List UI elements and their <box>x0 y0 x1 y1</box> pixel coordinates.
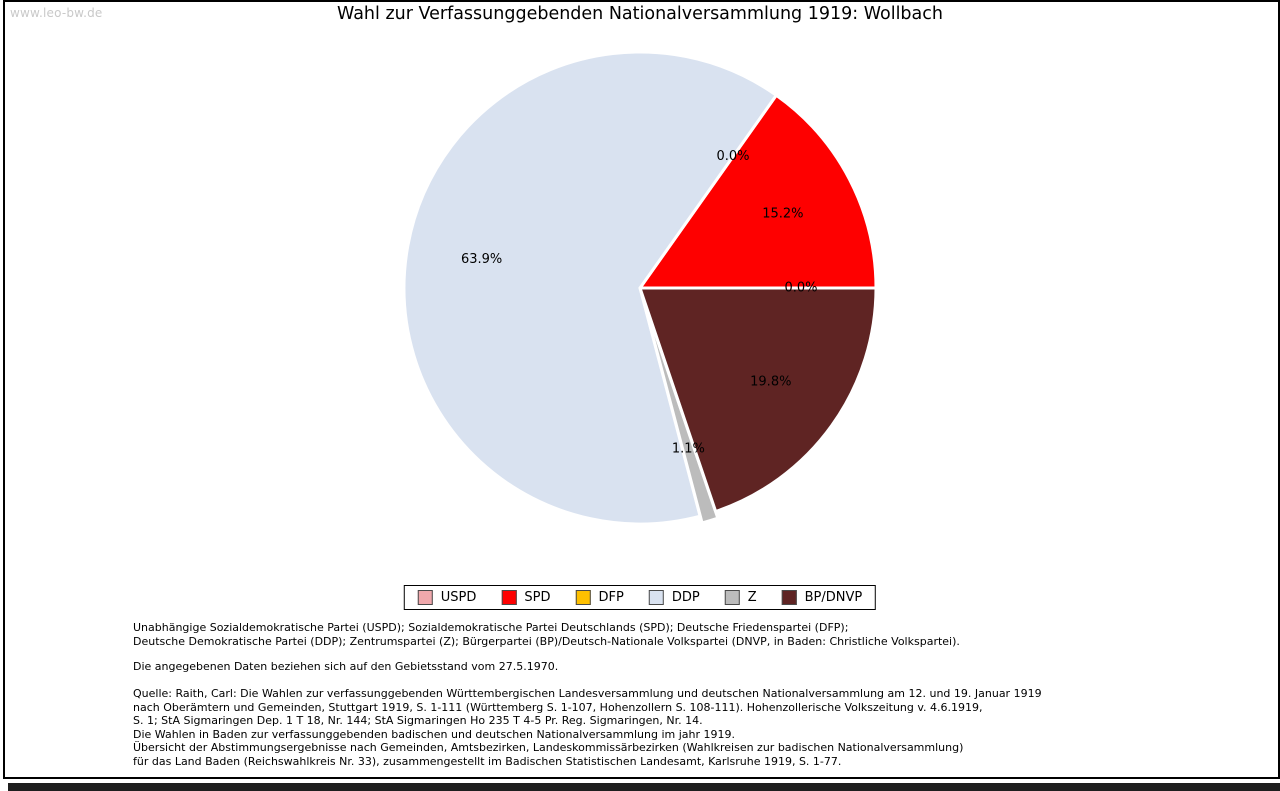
legend-item-spd <box>501 590 550 605</box>
legend-label-z: Z <box>747 590 757 605</box>
party-abbreviations-line1: Unabhängige Sozialdemokratische Partei (USPD); Sozialdemokratische Partei Deutschlands (SPD); Deutsche Friedenspartei (DFP); <box>133 621 849 634</box>
legend-item-ddp <box>649 590 700 605</box>
bottom-bar <box>8 783 1280 791</box>
pie-percent-label-ddp: 63.9% <box>460 251 503 267</box>
pie-percent-label-bp-dnvp: 19.8% <box>750 374 792 390</box>
legend-swatch-spd <box>501 590 516 605</box>
legend-label-spd: SPD <box>524 590 551 605</box>
source-line-3: S. 1; StA Sigmaringen Dep. 1 T 18, Nr. 144; StA Sigmaringen Ho 235 T 4-5 Pr. Reg. Sigmaringen, Nr. 14. <box>133 714 703 727</box>
source-line-2: nach Oberämtern und Gemeinden, Stuttgart 1919, S. 1-111 (Württemberg S. 1-107, Hohenzollern S. 108-111). Hohenzollerische Volkszeitung v. 4.6.1919, <box>133 700 983 714</box>
legend-swatch-bp-dnvp <box>782 590 797 605</box>
pie-percent-label-dfp: 0.0% <box>716 149 750 165</box>
legend-label-ddp: DDP <box>671 590 700 605</box>
legend-item-dfp <box>576 590 624 605</box>
source-line-1: Quelle: Raith, Carl: Die Wahlen zur verfassunggebenden Württembergischen Landesversammlung und deutschen Nationalversammlung am 12. und 19. Januar 1919 <box>133 687 1042 700</box>
chart-title: Wahl zur Verfassunggebenden Nationalversammlung 1919: Wollbach <box>337 4 943 24</box>
legend-swatch-dfp <box>576 590 591 605</box>
legend-label-bp-dnvp: BP/DNVP <box>804 590 863 605</box>
watermark: www.leo-bw.de <box>10 6 103 20</box>
legend-swatch-z <box>725 590 740 605</box>
legend-label-uspd: USPD <box>440 590 477 605</box>
legend-swatch-ddp <box>649 590 664 605</box>
pie-percent-label-spd: 15.2% <box>762 206 804 222</box>
pie-percent-label-uspd: 0.0% <box>784 280 818 296</box>
source-line-6: für das Land Baden (Reichswahlkreis Nr. 33), zusammengestellt im Badischen Statistischen Landesamt, Karlsruhe 1919, S. 1-77. <box>133 754 842 768</box>
territorial-status-note: Die angegebenen Daten beziehen sich auf den Gebietsstand vom 27.5.1970. <box>133 660 559 673</box>
source-citation-block <box>133 687 1240 768</box>
legend-item-uspd <box>418 590 477 605</box>
legend-swatch-uspd <box>418 590 433 605</box>
pie-percent-label-z: 1.1% <box>671 441 705 457</box>
legend-item-bp-dnvp <box>782 590 863 605</box>
party-abbreviations-note <box>133 621 1240 648</box>
source-line-5: Übersicht der Abstimmungsergebnisse nach Gemeinden, Amtsbezirken, Landeskommissärbezirken (Wahlkreisen zur badischen Nationalversammlung) <box>133 741 964 754</box>
legend-label-dfp: DFP <box>598 590 624 605</box>
party-abbreviations-line2: Deutsche Demokratische Partei (DDP); Zentrumspartei (Z); Bürgerpartei (BP)/Deutsch-Nationale Volkspartei (DNVP, in Baden: Christliche Volkspartei). <box>133 634 960 648</box>
source-line-4: Die Wahlen in Baden zur verfassunggebenden badischen und deutschen Nationalversammlung im jahr 1919. <box>133 727 736 741</box>
legend-item-z <box>725 590 757 605</box>
legend-box <box>404 585 876 610</box>
